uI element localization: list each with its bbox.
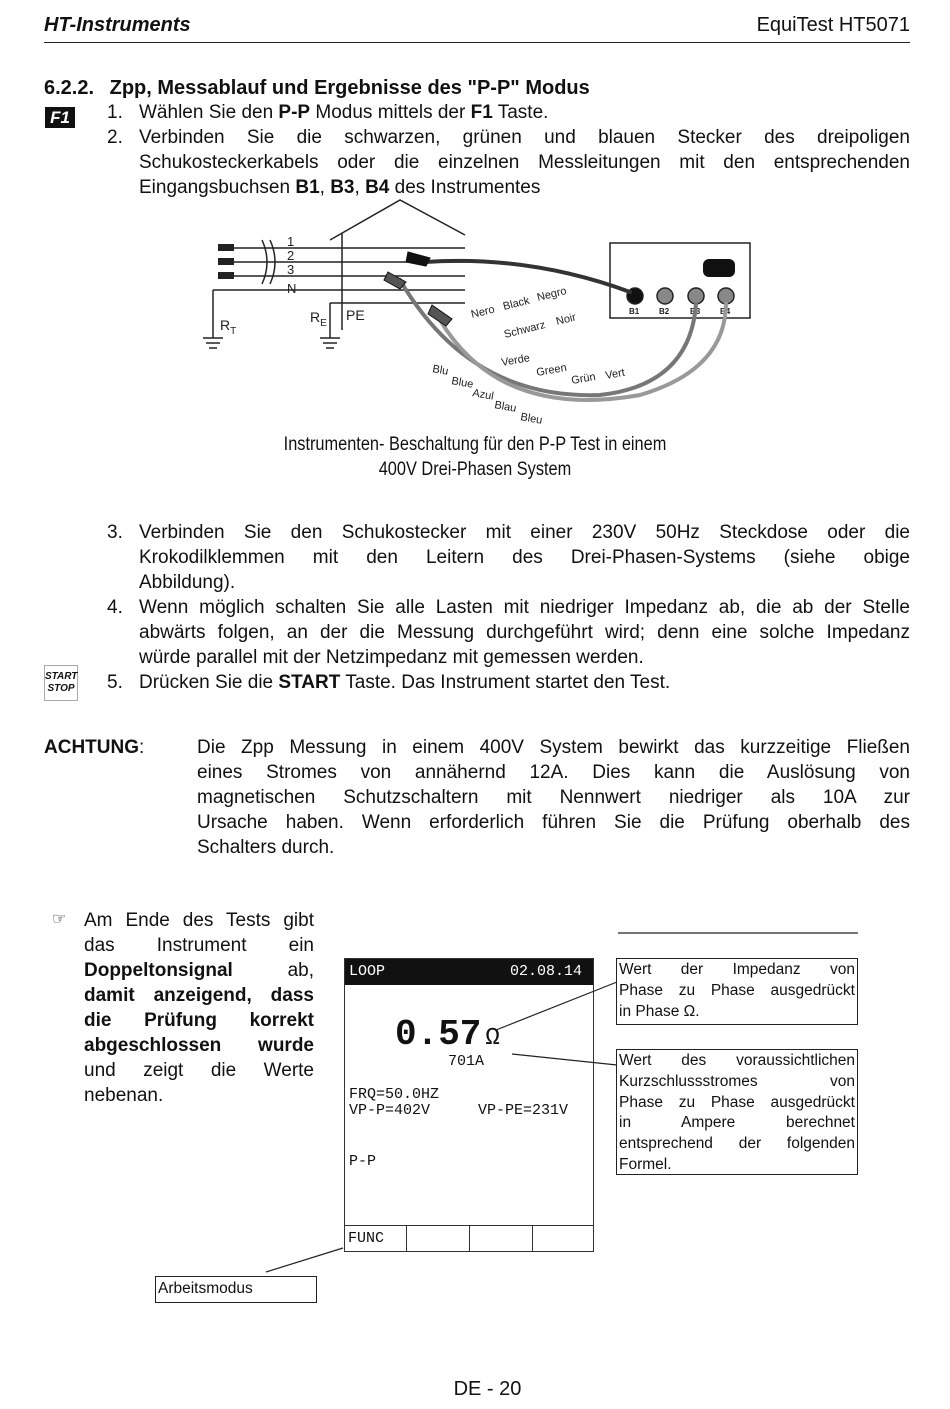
- step-3-number: 3.: [107, 522, 123, 543]
- lcd-date: 02.08.14: [509, 963, 582, 980]
- blue-label: Blu: [431, 363, 450, 378]
- softkey-func[interactable]: FUNC: [345, 1226, 407, 1252]
- step-2-text: Verbinden Sie die schwarzen, grünen und blauen Stecker des dreipoligen Schukosteckerkabels oder die einzelnen Messleitungen mit den entsprechenden Eingangsbuchsen B1, B3, B4 des Instrumentes: [139, 127, 910, 198]
- black-label: Black: [501, 294, 531, 313]
- step-4-text: Wenn möglich schalten Sie alle Lasten mit niedriger Impedanz ab, die ab der Stelle abwärts folgen, an der die Messung durchgeführt wird; denn eine solche Impedanz würde parallel mit der Netzimpedanz mit gemessen werden.: [139, 597, 910, 668]
- blue-label: Azul: [471, 387, 495, 403]
- lcd-vpp: VP-P=402V: [349, 1102, 431, 1119]
- re-label: $R_E$: [310, 309, 327, 329]
- blue-label: Bleu: [519, 411, 544, 427]
- phase-label: 3: [287, 262, 295, 277]
- phase-label: N: [287, 281, 297, 296]
- warning-text: Die Zpp Messung in einem 400V System bewirkt das kurzzeitige Fließen eines Stromes von annähernd 12A. Dies kann die Auslösung von magnetischen Schutzschaltern mit Nennwert niedriger als 10A zur Ursache haben. Wenn erforderlich führen Sie die Prüfung oberhalb des Schalters durch.: [197, 737, 910, 858]
- step-4-number: 4.: [107, 597, 123, 618]
- f1-key-icon: F1: [45, 107, 75, 128]
- ohm-unit: Ω: [485, 1025, 500, 1052]
- diagram-caption: Instrumenten- Beschaltung für den P-P Test in einem 400V Drei-Phasen System: [283, 434, 667, 480]
- step-2-number: 2.: [107, 127, 123, 148]
- pe-label: PE: [346, 307, 365, 323]
- terminal-label: B4: [720, 307, 731, 316]
- lcd-mode: LOOP: [349, 963, 386, 980]
- terminal-label: B1: [629, 307, 640, 316]
- step-3-text: Verbinden Sie den Schukostecker mit einer 230V 50Hz Steckdose oder die Krokodilklemmen mit den Leitern des Drei-Phasen-Systems (siehe obige Abbildung).: [139, 522, 910, 593]
- step-5: 5. Drücken Sie die START Taste. Das Instrument startet den Test.: [107, 672, 671, 693]
- green-label: Green: [535, 361, 568, 379]
- header-model: EquiTest HT5071: [756, 14, 910, 36]
- black-label: Noir: [554, 311, 578, 328]
- green-label: Verde: [500, 352, 531, 369]
- section-number: 6.2.2.: [44, 77, 95, 99]
- header-brand: HT-Instruments: [44, 14, 191, 36]
- callout-mode: Arbeitsmodus: [155, 1276, 317, 1303]
- note-text: Am Ende des Tests gibt das Instrument ein Doppeltonsignal ab, damit anzeigend, dass die Prüfung korrekt abgeschlossen wurde und zeigt die Werte nebenan.: [84, 910, 314, 1106]
- phase-label: 1: [287, 234, 295, 249]
- lcd-vpe: VP-PE=231V: [478, 1102, 569, 1119]
- pointing-hand-icon: ☞: [52, 911, 67, 928]
- warning-label: ACHTUNG:: [44, 737, 145, 758]
- black-label: Negro: [535, 285, 568, 304]
- green-label: Grün: [570, 370, 597, 387]
- black-label: Nero: [469, 303, 496, 321]
- callout-impedance: Wert der Impedanz von Phase zu Phase ausgedrückt in Phase Ω.: [616, 958, 858, 1025]
- start-stop-key-icon: START STOP: [44, 665, 78, 701]
- black-label: Schwarz: [502, 319, 547, 341]
- step-1: 1. Wählen Sie den P-P Modus mittels der F1 Taste.: [107, 102, 549, 123]
- lcd-current: 701A: [448, 1053, 485, 1070]
- blue-label: Blue: [450, 375, 475, 391]
- lcd-frequency: FRQ=50.0HZ: [349, 1086, 440, 1103]
- green-label: Vert: [604, 366, 626, 382]
- page-number: DE - 20: [453, 1378, 522, 1400]
- lcd-impedance-value: 0.57 Ω: [395, 1014, 500, 1055]
- rt-label: $R_T$: [220, 317, 237, 337]
- section-title: Zpp, Messablauf und Ergebnisse des "P-P" Modus: [109, 77, 590, 99]
- phase-label: 2: [287, 248, 295, 263]
- blue-label: Blau: [493, 399, 518, 415]
- terminal-label: B2: [659, 307, 670, 316]
- terminal-label: B3: [690, 307, 701, 316]
- callout-current: Wert des voraussichtlichen Kurzschlussstromes von Phase zu Phase ausgedrückt in Ampere berechnet entsprechend der folgenden Formel.: [616, 1049, 858, 1175]
- lcd-func-mode: P-P: [349, 1153, 377, 1170]
